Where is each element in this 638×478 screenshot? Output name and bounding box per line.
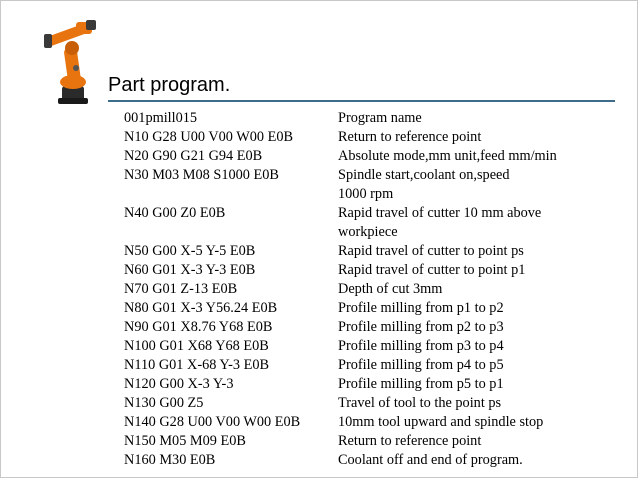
program-line (124, 413, 624, 432)
description-line: Spindle start,coolant on,speed (338, 167, 510, 183)
program-description (338, 128, 624, 147)
program-code: N120 G00 X-3 Y-3 (124, 376, 234, 392)
description-line: Program name (338, 110, 422, 126)
program-description (338, 166, 624, 204)
program-description (338, 337, 624, 356)
page-title: Part program. (108, 74, 231, 96)
description-line: 10mm tool upward and spindle stop (338, 414, 544, 430)
program-description (338, 242, 624, 261)
program-line (124, 432, 624, 451)
program-code: N150 M05 M09 E0B (124, 433, 246, 449)
program-line (124, 356, 624, 375)
program-description (338, 413, 624, 432)
program-description (338, 451, 624, 470)
program-code: N100 G01 X68 Y68 E0B (124, 338, 269, 354)
program-line (124, 261, 624, 280)
program-description (338, 109, 624, 128)
program-code: N60 G01 X-3 Y-3 E0B (124, 262, 256, 278)
program-description (338, 432, 624, 451)
program-line (124, 109, 624, 128)
program-code: N70 G01 Z-13 E0B (124, 281, 238, 297)
part-program-listing (124, 109, 624, 470)
program-line (124, 451, 624, 470)
program-line (124, 204, 624, 242)
industrial-robot-icon (40, 8, 104, 108)
program-description (338, 147, 624, 166)
description-line: Rapid travel of cutter to point ps (338, 243, 524, 259)
description-line: Absolute mode,mm unit,feed mm/min (338, 148, 557, 164)
description-line: Rapid travel of cutter to point p1 (338, 262, 526, 278)
description-line: Profile milling from p3 to p4 (338, 338, 504, 354)
program-code: N90 G01 X8.76 Y68 E0B (124, 319, 273, 335)
program-description (338, 375, 624, 394)
program-line (124, 375, 624, 394)
program-description (338, 356, 624, 375)
program-line (124, 147, 624, 166)
program-line (124, 318, 624, 337)
program-code: N140 G28 U00 V00 W00 E0B (124, 414, 301, 430)
program-line (124, 299, 624, 318)
program-code: N20 G90 G21 G94 E0B (124, 148, 263, 164)
program-description (338, 299, 624, 318)
description-line: Depth of cut 3mm (338, 281, 443, 297)
description-line: Coolant off and end of program. (338, 452, 523, 468)
description-line: Rapid travel of cutter 10 mm above (338, 205, 542, 221)
program-code: 001pmill015 (124, 110, 198, 126)
program-code: N80 G01 X-3 Y56.24 E0B (124, 300, 278, 316)
program-description (338, 204, 624, 242)
program-line (124, 394, 624, 413)
description-line: Profile milling from p1 to p2 (338, 300, 504, 316)
description-line: workpiece (338, 224, 398, 240)
description-line: Return to reference point (338, 433, 482, 449)
program-description (338, 261, 624, 280)
program-code: N50 G00 X-5 Y-5 E0B (124, 243, 256, 259)
description-line: Travel of tool to the point ps (338, 395, 502, 411)
description-line: Profile milling from p2 to p3 (338, 319, 504, 335)
program-description (338, 318, 624, 337)
description-line: Profile milling from p5 to p1 (338, 376, 504, 392)
program-line (124, 242, 624, 261)
program-line (124, 337, 624, 356)
program-code: N10 G28 U00 V00 W00 E0B (124, 129, 294, 145)
program-line (124, 166, 624, 204)
description-line: 1000 rpm (338, 186, 394, 202)
program-line (124, 280, 624, 299)
program-code: N30 M03 M08 S1000 E0B (124, 167, 279, 183)
description-line: Profile milling from p4 to p5 (338, 357, 504, 373)
program-code: N40 G00 Z0 E0B (124, 205, 226, 221)
program-code: N160 M30 E0B (124, 452, 216, 468)
program-code: N110 G01 X-68 Y-3 E0B (124, 357, 270, 373)
description-line: Return to reference point (338, 129, 482, 145)
program-code: N130 G00 Z5 (124, 395, 204, 411)
title-underline (108, 100, 615, 102)
program-description (338, 394, 624, 413)
program-line (124, 128, 624, 147)
program-description (338, 280, 624, 299)
